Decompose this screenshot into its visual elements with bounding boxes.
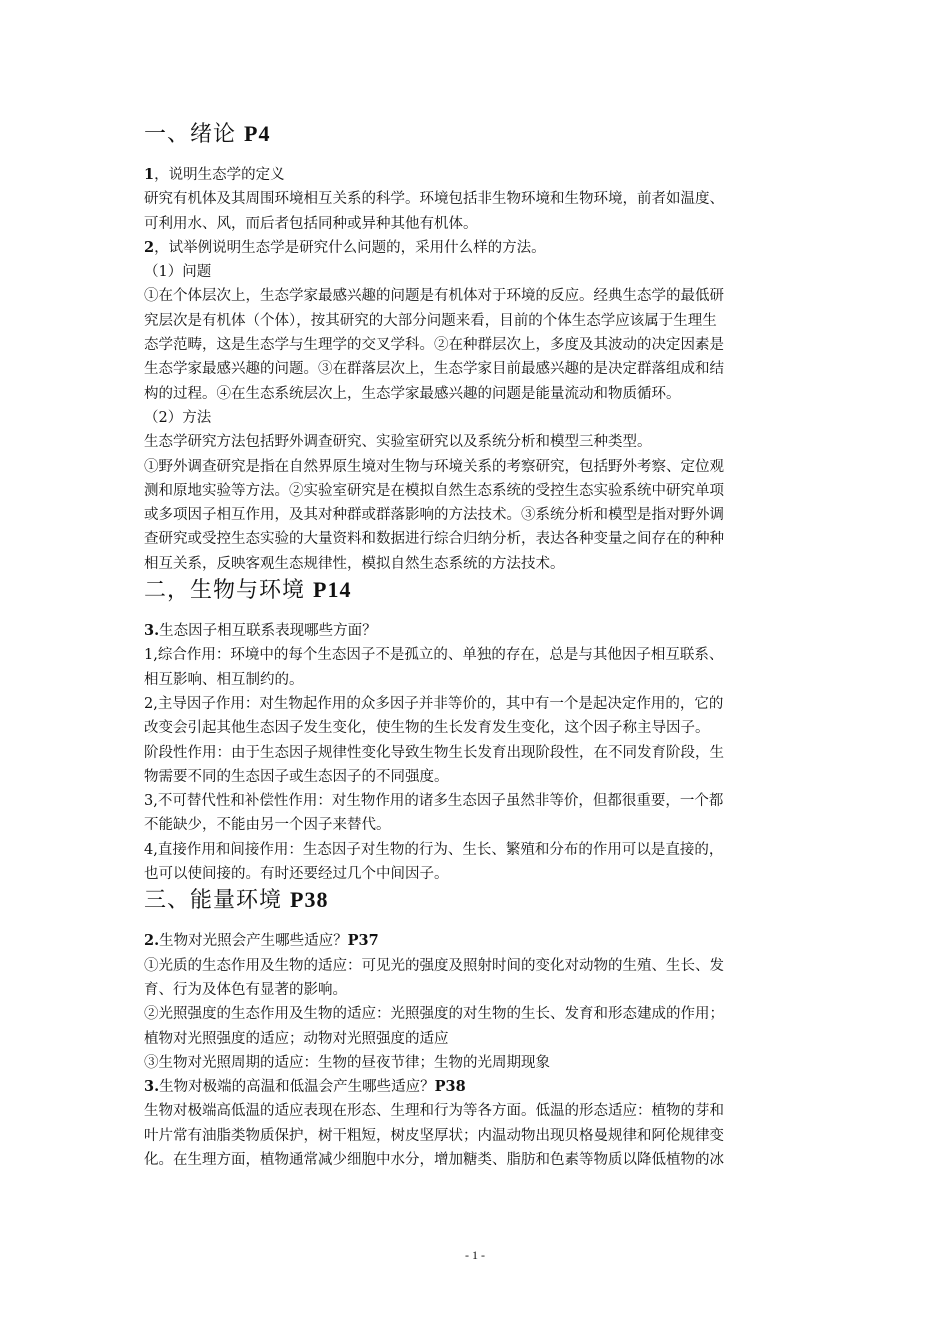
question-number: 3. [144, 1078, 160, 1096]
text-line: 植物对光照强度的适应；动物对光照强度的适应 [144, 1030, 449, 1047]
text-line: 2,主导因子作用：对生物起作用的众多因子并非等价的，其中有一个是起决定作用的，它的 [144, 695, 724, 712]
text-line: 究层次是有机体（个体），按其研究的大部分问题来看，目前的个体生态学应该属于生理生 [144, 312, 717, 329]
question-page-ref: P37 [347, 932, 379, 950]
question-line [144, 1075, 812, 1099]
text-line: 改变会引起其他生态因子发生变化，使生物的生长发育发生变化，这个因子称主导因子。 [144, 720, 710, 737]
text-line: 化。在生理方面，植物通常减少细胞中水分，增加糖类、脂肪和色素等物质以降低植物的冰 [144, 1151, 724, 1168]
question-number: 2 [144, 238, 155, 256]
text-line: 生物对极端高低温的适应表现在形态、生理和行为等各方面。低温的形态适应：植物的芽和 [144, 1103, 724, 1120]
text-line: （1）问题 [144, 264, 212, 281]
text-line: ③生物对光照周期的适应：生物的昼夜节律；生物的光周期现象 [144, 1054, 550, 1071]
text-line: （2）方法 [144, 409, 212, 426]
text-line: 测和原地实验等方法。②实验室研究是在模拟自然生态系统的受控生态实验系统中研究单项 [144, 482, 724, 499]
question-text: 生态因子相互联系表现哪些方面？ [159, 623, 377, 640]
text-line: 相互影响、相互制约的。 [144, 671, 304, 688]
section-page-ref: P14 [313, 577, 352, 603]
question-page-ref: P38 [434, 1078, 466, 1096]
section-page-ref: P4 [244, 121, 271, 146]
text-line: ①野外调查研究是指在自然界原生境对生物与环境关系的考察研究，包括野外考察、定位观 [144, 458, 724, 475]
section-heading-2 [144, 574, 812, 607]
text-line: ①光质的生态作用及生物的适应：可见光的强度及照射时间的变化对动物的生殖、生长、发 [144, 957, 724, 974]
text-line: 物需要不同的生态因子或生态因子的不同强度。 [144, 768, 449, 785]
text-line: ②光照强度的生态作用及生物的适应：光照强度的对生物的生长、发育和形态建成的作用； [144, 1006, 724, 1023]
section-page-ref: P38 [290, 887, 329, 913]
text-line: 或多项因子相互作用，及其对种群或群落影响的方法技术。③系统分析和模型是指对野外调 [144, 507, 724, 524]
text-line: 研究有机体及其周围环境相互关系的科学。环境包括非生物环境和生物环境，前者如温度、 [144, 191, 724, 208]
text-line: 育、行为及体色有显著的影响。 [144, 981, 347, 998]
question-number: 1 [144, 166, 155, 183]
text-line: 3,不可替代性和补偿性作用：对生物作用的诸多生态因子虽然非等价，但都很重要，一个都 [144, 793, 724, 810]
question-number: 3. [144, 622, 160, 640]
text-line: 构的过程。④在生态系统层次上，生态学家最感兴趣的问题是能量流动和物质循环。 [144, 385, 681, 402]
text-line: 1,综合作用：环境中的每个生态因子不是孤立的、单独的存在，总是与其他因子相互联系、 [144, 647, 724, 664]
text-line: 4,直接作用和间接作用：生态因子对生物的行为、生长、繁殖和分布的作用可以是直接的， [144, 841, 724, 858]
section-title: 一、绪论 [144, 122, 244, 147]
question-text: ，说明生态学的定义 [154, 167, 285, 183]
text-line: 生态学家最感兴趣的问题。③在群落层次上，生态学家目前最感兴趣的是决定群落组成和结 [144, 361, 724, 378]
text-line: 也可以使间接的。有时还要经过几个中间因子。 [144, 866, 449, 883]
section-heading-3 [144, 884, 812, 917]
text-line: 态学范畴，这是生态学与生理学的交叉学科。②在种群层次上，多度及其波动的决定因素是 [144, 337, 724, 354]
text-line: 相互关系，反映客观生态规律性，模拟自然生态系统的方法技术。 [144, 555, 565, 572]
text-line: 阶段性作用：由于生态因子规律性变化导致生物生长发育出现阶段性，在不同发育阶段，生 [144, 744, 724, 761]
question-text: 生物对光照会产生哪些适应？ [159, 933, 348, 950]
question-line [144, 929, 812, 953]
question-line [144, 619, 812, 643]
text-line: 生态学研究方法包括野外调查研究、实验室研究以及系统分析和模型三种类型。 [144, 434, 652, 451]
question-text: ，试举例说明生态学是研究什么问题的，采用什么样的方法。 [154, 239, 546, 256]
page-content [144, 118, 812, 1172]
page-number: - 1 - [465, 1248, 485, 1262]
question-text: 生物对极端的高温和低温会产生哪些适应？ [159, 1079, 435, 1096]
question-line [144, 163, 812, 187]
text-line: 不能缺少，不能由另一个因子来替代。 [144, 817, 391, 834]
text-line: ①在个体层次上，生态学家最感兴趣的问题是有机体对于环境的反应。经典生态学的最低研 [144, 288, 724, 305]
text-line: 叶片常有油脂类物质保护，树干粗短，树皮坚厚状；内温动物出现贝格曼规律和阿伦规律变 [144, 1127, 724, 1144]
text-line: 可利用水、风，而后者包括同种或异种其他有机体。 [144, 215, 478, 232]
question-line [144, 236, 812, 260]
section-heading-1 [144, 118, 812, 151]
text-line: 查研究或受控生态实验的大量资料和数据进行综合归纳分析，表达各种变量之间存在的种种 [144, 531, 724, 548]
section-title: 二，生物与环境 [144, 578, 313, 604]
question-number: 2. [144, 932, 160, 950]
section-title: 三、能量环境 [144, 888, 290, 914]
